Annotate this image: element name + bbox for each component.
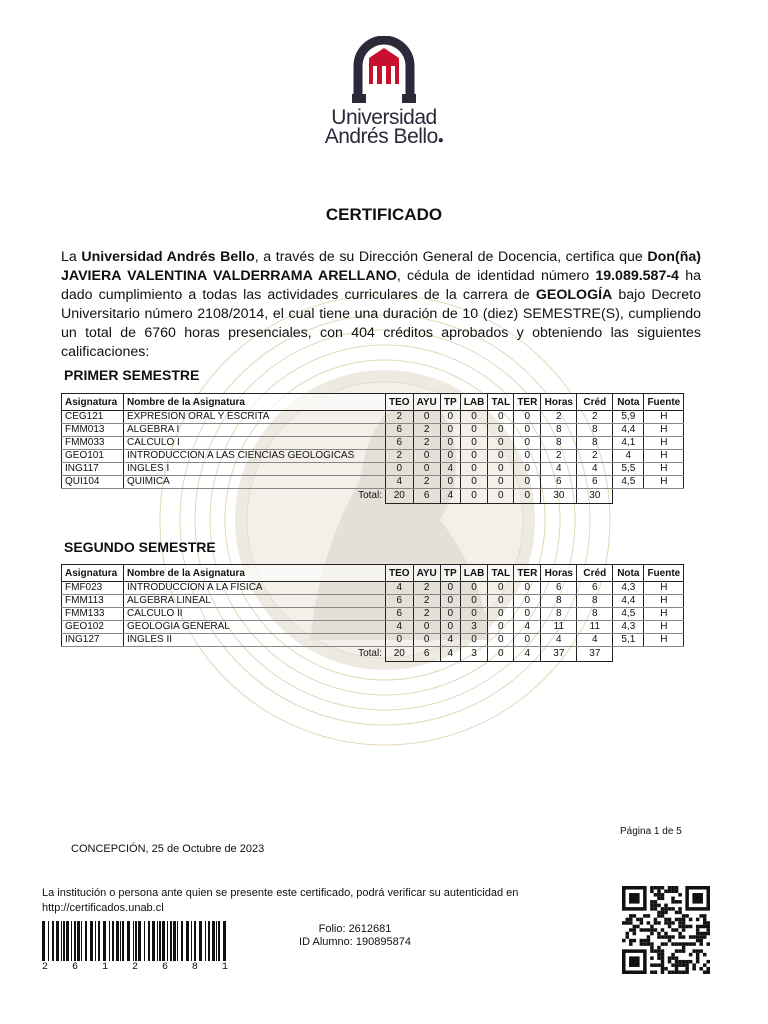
table-cell: 2 bbox=[541, 411, 577, 424]
table-cell: 2 bbox=[413, 437, 440, 450]
table-cell: 0 bbox=[460, 634, 488, 647]
table-cell: 0 bbox=[488, 608, 514, 621]
table-cell: CALCULO II bbox=[124, 608, 386, 621]
table-cell: H bbox=[644, 450, 684, 463]
table-cell: ALGEBRA LINEAL bbox=[124, 595, 386, 608]
table-cell: H bbox=[644, 582, 684, 595]
table-cell: 0 bbox=[386, 634, 414, 647]
table-cell: 0 bbox=[488, 437, 514, 450]
table-cell: GEO101 bbox=[62, 450, 124, 463]
semester-1-title: PRIMER SEMESTRE bbox=[64, 367, 200, 383]
verification-text: La institución o persona ante quien se presente este certificado, podrá verificar su autenticidad en bbox=[42, 887, 519, 899]
table-cell: QUIMICA bbox=[124, 476, 386, 489]
column-header: TAL bbox=[488, 394, 514, 411]
table-cell: 8 bbox=[577, 424, 613, 437]
place-date: CONCEPCIÓN, 25 de Octubre de 2023 bbox=[71, 843, 265, 855]
table-cell: 2 bbox=[577, 450, 613, 463]
barcode-digit: 2 bbox=[131, 962, 138, 973]
column-header: AYU bbox=[413, 394, 440, 411]
table-cell: 0 bbox=[460, 424, 488, 437]
table-cell: ING127 bbox=[62, 634, 124, 647]
table-cell: 3 bbox=[460, 621, 488, 634]
table-cell: 0 bbox=[440, 621, 460, 634]
total-value: 20 bbox=[386, 489, 414, 504]
table-cell: 0 bbox=[440, 595, 460, 608]
column-header: Nombre de la Asignatura bbox=[124, 394, 386, 411]
table-cell: 0 bbox=[488, 463, 514, 476]
table-cell: 8 bbox=[577, 608, 613, 621]
table-cell: 0 bbox=[488, 595, 514, 608]
table-cell: 4 bbox=[386, 621, 414, 634]
table-cell: 5,5 bbox=[613, 463, 644, 476]
table-cell: 8 bbox=[541, 608, 577, 621]
total-value: 3 bbox=[460, 647, 488, 662]
table-cell: 0 bbox=[440, 411, 460, 424]
total-value: 4 bbox=[440, 489, 460, 504]
table-row bbox=[62, 634, 684, 647]
document-title: CERTIFICADO bbox=[325, 205, 443, 224]
table-cell: 0 bbox=[488, 582, 514, 595]
table-cell: 0 bbox=[514, 476, 541, 489]
total-value: 6 bbox=[413, 489, 440, 504]
table-cell: 8 bbox=[541, 424, 577, 437]
column-header: Asignatura bbox=[62, 565, 124, 582]
barcode-digit: 8 bbox=[191, 962, 198, 973]
student-number: ID Alumno: 190895874 bbox=[299, 936, 411, 948]
table-cell: 0 bbox=[440, 608, 460, 621]
semester-2-table bbox=[61, 564, 684, 662]
total-value: 4 bbox=[440, 647, 460, 662]
table-cell: 6 bbox=[386, 608, 414, 621]
total-value: 30 bbox=[577, 489, 613, 504]
table-cell: 0 bbox=[460, 450, 488, 463]
table-cell: 4 bbox=[577, 463, 613, 476]
table-cell: 0 bbox=[514, 411, 541, 424]
table-cell: INTRODUCCION A LAS CIENCIAS GEOLOGICAS bbox=[124, 450, 386, 463]
column-header: Fuente bbox=[644, 394, 684, 411]
table-cell: 2 bbox=[413, 582, 440, 595]
column-header: TP bbox=[440, 565, 460, 582]
logo-name-line1: Universidad bbox=[331, 106, 437, 129]
column-header: Créd bbox=[577, 394, 613, 411]
table-cell: 4 bbox=[440, 463, 460, 476]
table-cell: 0 bbox=[488, 476, 514, 489]
table-cell: 0 bbox=[514, 608, 541, 621]
column-header: Horas bbox=[541, 565, 577, 582]
barcode-digit: 1 bbox=[221, 962, 228, 973]
totals-row bbox=[62, 647, 684, 662]
table-cell: 0 bbox=[514, 634, 541, 647]
table-cell: 0 bbox=[514, 463, 541, 476]
table-cell: H bbox=[644, 621, 684, 634]
column-header: Asignatura bbox=[62, 394, 124, 411]
table-cell: FMM033 bbox=[62, 437, 124, 450]
table-cell: 0 bbox=[460, 437, 488, 450]
column-header: Nota bbox=[613, 394, 644, 411]
table-cell: 0 bbox=[413, 411, 440, 424]
total-value: 0 bbox=[488, 489, 514, 504]
folio-number: Folio: 2612681 bbox=[318, 923, 392, 935]
table-row bbox=[62, 621, 684, 634]
table-cell: 0 bbox=[440, 424, 460, 437]
column-header: TAL bbox=[488, 565, 514, 582]
table-cell: 0 bbox=[514, 595, 541, 608]
page-number: Página 1 de 5 bbox=[620, 826, 682, 837]
table-row bbox=[62, 450, 684, 463]
table-cell: 5,9 bbox=[613, 411, 644, 424]
table-row bbox=[62, 582, 684, 595]
table-cell: 0 bbox=[460, 463, 488, 476]
table-cell: 8 bbox=[577, 595, 613, 608]
verification-link[interactable]: http://certificados.unab.cl bbox=[42, 902, 164, 914]
column-header: Horas bbox=[541, 394, 577, 411]
column-header: TP bbox=[440, 394, 460, 411]
table-cell: 6 bbox=[577, 582, 613, 595]
table-cell: ING117 bbox=[62, 463, 124, 476]
table-cell: 0 bbox=[488, 634, 514, 647]
table-cell: 6 bbox=[386, 424, 414, 437]
total-value: 30 bbox=[541, 489, 577, 504]
table-cell: QUI104 bbox=[62, 476, 124, 489]
total-value: 0 bbox=[514, 489, 541, 504]
table-cell: 0 bbox=[413, 450, 440, 463]
table-row bbox=[62, 476, 684, 489]
table-cell: 8 bbox=[541, 437, 577, 450]
table-cell: 0 bbox=[488, 411, 514, 424]
table-cell: H bbox=[644, 634, 684, 647]
total-value: 6 bbox=[413, 647, 440, 662]
total-value: 4 bbox=[514, 647, 541, 662]
table-cell: FMF023 bbox=[62, 582, 124, 595]
table-cell: 4 bbox=[386, 476, 414, 489]
table-row bbox=[62, 437, 684, 450]
qr-code-icon[interactable] bbox=[622, 886, 710, 974]
table-cell: GEOLOGIA GENERAL bbox=[124, 621, 386, 634]
table-cell: INTRODUCCION A LA FISICA bbox=[124, 582, 386, 595]
table-cell: 0 bbox=[488, 424, 514, 437]
barcode-digit: 6 bbox=[71, 962, 78, 973]
table-cell: 11 bbox=[577, 621, 613, 634]
semester-1-table bbox=[61, 393, 684, 504]
folio-block bbox=[270, 923, 440, 949]
table-cell: 4,1 bbox=[613, 437, 644, 450]
table-cell: H bbox=[644, 411, 684, 424]
barcode-digit: 6 bbox=[161, 962, 168, 973]
table-cell: 0 bbox=[386, 463, 414, 476]
table-cell: H bbox=[644, 476, 684, 489]
barcode-digit: 2 bbox=[42, 962, 49, 973]
table-cell: 0 bbox=[440, 476, 460, 489]
table-cell: 0 bbox=[514, 582, 541, 595]
table-row bbox=[62, 463, 684, 476]
table-cell: FMM013 bbox=[62, 424, 124, 437]
table-cell: 4 bbox=[440, 634, 460, 647]
table-cell: 2 bbox=[413, 608, 440, 621]
table-cell: 0 bbox=[413, 621, 440, 634]
semester-2-title: SEGUNDO SEMESTRE bbox=[64, 539, 216, 555]
table-cell: 6 bbox=[386, 595, 414, 608]
table-cell: 2 bbox=[413, 595, 440, 608]
table-cell: 8 bbox=[577, 437, 613, 450]
table-cell: 0 bbox=[440, 450, 460, 463]
table-cell: 0 bbox=[460, 608, 488, 621]
table-cell: 11 bbox=[541, 621, 577, 634]
table-cell: 0 bbox=[488, 621, 514, 634]
table-cell: CALCULO I bbox=[124, 437, 386, 450]
table-cell: 2 bbox=[541, 450, 577, 463]
total-value: 37 bbox=[541, 647, 577, 662]
verification-note bbox=[42, 886, 562, 916]
table-cell: 0 bbox=[460, 476, 488, 489]
table-cell: H bbox=[644, 424, 684, 437]
table-cell: H bbox=[644, 437, 684, 450]
table-row bbox=[62, 608, 684, 621]
table-cell: EXPRESION ORAL Y ESCRITA bbox=[124, 411, 386, 424]
table-row bbox=[62, 595, 684, 608]
table-cell: 2 bbox=[413, 424, 440, 437]
table-cell: 0 bbox=[460, 595, 488, 608]
table-cell: 4,3 bbox=[613, 582, 644, 595]
barcode-icon bbox=[42, 921, 228, 961]
total-label: Total: bbox=[358, 648, 382, 660]
table-cell: 6 bbox=[577, 476, 613, 489]
table-cell: 4 bbox=[514, 621, 541, 634]
table-cell: 8 bbox=[541, 595, 577, 608]
table-cell: 0 bbox=[413, 463, 440, 476]
university-emblem-icon bbox=[350, 36, 418, 106]
column-header: TEO bbox=[386, 565, 414, 582]
table-cell: 0 bbox=[460, 411, 488, 424]
column-header: Créd bbox=[577, 565, 613, 582]
logo-name-line2: Andrés Bello● bbox=[324, 125, 444, 148]
table-row bbox=[62, 424, 684, 437]
column-header: LAB bbox=[460, 394, 488, 411]
table-cell: 5,1 bbox=[613, 634, 644, 647]
table-cell: 4 bbox=[613, 450, 644, 463]
table-cell: 6 bbox=[386, 437, 414, 450]
table-cell: 2 bbox=[386, 450, 414, 463]
table-cell: 0 bbox=[440, 582, 460, 595]
table-cell: 4,3 bbox=[613, 621, 644, 634]
table-cell: FMM133 bbox=[62, 608, 124, 621]
table-cell: 6 bbox=[541, 476, 577, 489]
table-cell: 0 bbox=[460, 582, 488, 595]
table-cell: GEO102 bbox=[62, 621, 124, 634]
table-cell: H bbox=[644, 595, 684, 608]
total-value: 0 bbox=[460, 489, 488, 504]
table-cell: 0 bbox=[413, 634, 440, 647]
table-cell: 4,5 bbox=[613, 608, 644, 621]
certificate-paragraph: La Universidad Andrés Bello, a través de su Dirección General de Docencia, certifica que Don(ña) JAVIERA VALENTINA VALDERRAMA ARELLANO, cédula de identidad número 19.089.587-4 ha dado cumplimiento a todas las actividades curriculares de la carrera de GEOLOGÍA bajo Decreto Universitario número 2108/2014, el cual tiene una duración de 10 (diez) SEMESTRE(S), cumpliendo un total de 6760 horas presenciales, con 404 créditos aprobados y obteniendo las siguientes calificaciones: bbox=[61, 249, 701, 360]
table-cell: 2 bbox=[386, 411, 414, 424]
table-cell: 0 bbox=[440, 437, 460, 450]
table-cell: H bbox=[644, 463, 684, 476]
barcode-digits bbox=[42, 962, 228, 973]
table-cell: 4 bbox=[541, 463, 577, 476]
university-logo bbox=[300, 36, 468, 150]
total-value: 37 bbox=[577, 647, 613, 662]
totals-row bbox=[62, 489, 684, 504]
table-cell: CEG121 bbox=[62, 411, 124, 424]
table-cell: INGLES II bbox=[124, 634, 386, 647]
column-header: TER bbox=[514, 394, 541, 411]
table-cell: ALGEBRA I bbox=[124, 424, 386, 437]
table-cell: 6 bbox=[541, 582, 577, 595]
table-cell: H bbox=[644, 608, 684, 621]
table-cell: 2 bbox=[577, 411, 613, 424]
column-header: LAB bbox=[460, 565, 488, 582]
column-header: TEO bbox=[386, 394, 414, 411]
table-cell: 0 bbox=[514, 437, 541, 450]
table-cell: INGLES I bbox=[124, 463, 386, 476]
table-cell: 4 bbox=[386, 582, 414, 595]
table-cell: 4 bbox=[541, 634, 577, 647]
table-cell: 0 bbox=[514, 450, 541, 463]
table-cell: 4,4 bbox=[613, 595, 644, 608]
total-label: Total: bbox=[358, 490, 382, 502]
column-header: Nombre de la Asignatura bbox=[124, 565, 386, 582]
table-cell: 4,5 bbox=[613, 476, 644, 489]
total-value: 20 bbox=[386, 647, 414, 662]
table-cell: 0 bbox=[488, 450, 514, 463]
table-cell: 0 bbox=[514, 424, 541, 437]
table-cell: 4 bbox=[577, 634, 613, 647]
table-cell: 4,4 bbox=[613, 424, 644, 437]
column-header: Nota bbox=[613, 565, 644, 582]
column-header: AYU bbox=[413, 565, 440, 582]
table-cell: FMM113 bbox=[62, 595, 124, 608]
column-header: TER bbox=[514, 565, 541, 582]
table-row bbox=[62, 411, 684, 424]
barcode-digit: 1 bbox=[101, 962, 108, 973]
table-cell: 2 bbox=[413, 476, 440, 489]
total-value: 0 bbox=[488, 647, 514, 662]
column-header: Fuente bbox=[644, 565, 684, 582]
